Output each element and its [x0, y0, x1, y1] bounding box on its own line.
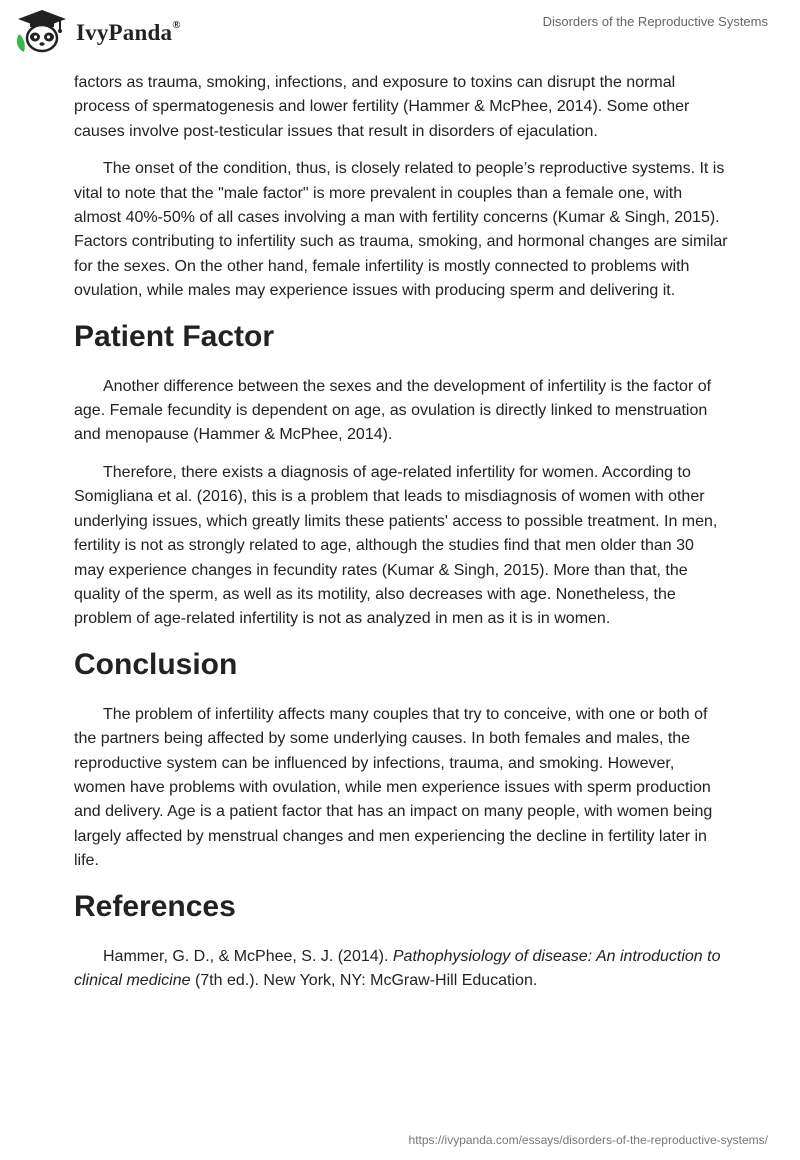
footer-url[interactable]: https://ivypanda.com/essays/disorders-of-the-reproductive-systems/ — [408, 1133, 768, 1147]
reference-publisher: (7th ed.). New York, NY: McGraw-Hill Education. — [190, 971, 538, 989]
reference-entry — [74, 945, 728, 994]
paragraph-1: factors as trauma, smoking, infections, and exposure to toxins can disrupt the normal process of spermatogenesis and lower fertility (Hammer & McPhee, 2014). Some other causes involve post-testicular issues that result in disorders of ejaculation. — [74, 74, 690, 140]
heading-conclusion: Conclusion — [74, 647, 238, 681]
brand-logo[interactable] — [14, 8, 181, 54]
heading-references: References — [74, 889, 236, 923]
paragraph-3: Another difference between the sexes and the development of infertility is the factor of age. Female fecundity is dependent on age, as ovulation is directly linked to menstruation and menopause (Hammer & McPhee, 2014). — [74, 377, 712, 444]
panda-graduate-logo-icon — [14, 8, 70, 54]
brand-name: IvyPanda® — [76, 19, 181, 45]
document-title: Disorders of the Reproductive Systems — [542, 14, 768, 29]
page-header — [0, 0, 800, 66]
reference-authors-year: Hammer, G. D., & McPhee, S. J. (2014). — [103, 947, 393, 965]
paragraph-4: Therefore, there exists a diagnosis of age-related infertility for women. According to Somigliana et al. (2016), this is a problem that leads to misdiagnosis of women with other underlying issues, which greatly limits these patients' access to possible treatment. In men, fertility is not as strongly related to age, although the studies find that men older than 30 may experience changes in fecundity rates (Kumar & Singh, 2015). More than that, the quality of the sperm, as well as its motility, also decreases with age. Nonetheless, the problem of age-related infertility is not as analyzed in men as it is in women. — [74, 463, 718, 628]
reference-book-title: Pathophysiology of disease: An introduction to clinical medicine — [74, 947, 721, 989]
heading-patient-factor: Patient Factor — [74, 319, 275, 353]
paragraph-2: The onset of the condition, thus, is closely related to people’s reproductive systems. It is vital to note that the "male factor" is more prevalent in couples than a female one, with almost 40%-50% of all cases involving a man with fertility concerns (Kumar & Singh, 2015). Factors contributing to infertility such as trauma, smoking, and hormonal changes are similar for the sexes. On the other hand, female infertility is mostly connected to problems with ovulation, while males may experience issues with producing sperm and delivering it. — [74, 160, 728, 300]
essay-body — [74, 71, 728, 1006]
paragraph-5: The problem of infertility affects many couples that try to conceive, with one or both of the partners being affected by some underlying causes. In both females and males, the reproductive system can be influenced by infections, trauma, and smoking. However, women have problems with ovulation, while men experience issues with sperm production and delivery. Age is a patient factor that has an impact on many people, with women being largely affected by menstrual changes and men experiencing the decline in fertility later in life. — [74, 705, 713, 870]
